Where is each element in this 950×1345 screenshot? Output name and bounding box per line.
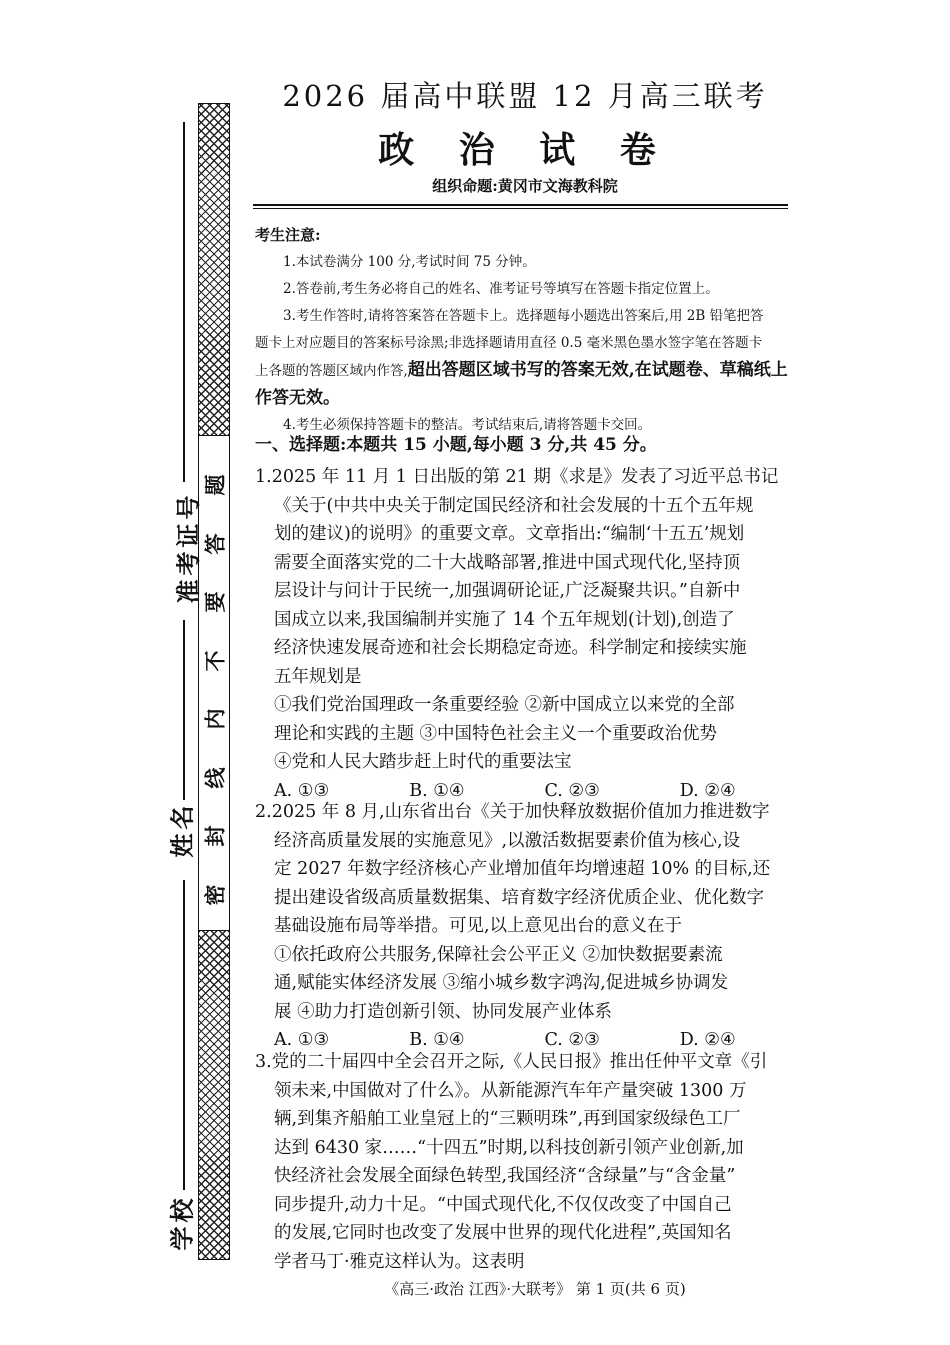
seal-char: 不 — [202, 650, 227, 672]
question-line: 通,赋能实体经济发展 ③缩小城乡数字鸿沟,促进城乡协调发 — [274, 973, 729, 993]
question-line: 国成立以来,我国编制并实施了 14 个五年规划(计划),创造了 — [274, 609, 735, 630]
name-label: 姓名 — [167, 801, 197, 858]
option-a[interactable]: A. ①③ — [274, 1030, 330, 1050]
candidate-notice — [255, 222, 800, 439]
header-divider — [253, 204, 788, 206]
question-3 — [255, 1048, 815, 1276]
notice-item: 2.答卷前,考生务必将自己的姓名、准考证号等填写在答题卡指定位置上。 — [283, 281, 719, 297]
notice-item: 4.考生必须保持答题卡的整洁。考试结束后,请将答题卡交回。 — [283, 417, 652, 433]
option-b[interactable]: B. ①④ — [409, 780, 465, 801]
notice-item: 1.本试卷满分 100 分,考试时间 75 分钟。 — [283, 254, 536, 270]
question-line: ④党和人民大踏步赶上时代的重要法宝 — [274, 752, 572, 772]
question-line: 理论和实践的主题 ③中国特色社会主义一个重要政治优势 — [274, 723, 718, 744]
organizer-line: 组织命题:黄冈市文海教科院 — [432, 177, 618, 195]
question-line: 达到 6430 家……“十四五”时期,以科技创新引领产业创新,加 — [274, 1137, 744, 1158]
seal-char: 内 — [202, 708, 227, 730]
section-title: 一、选择题:本题共 15 小题,每小题 3 分,共 45 分。 — [255, 435, 657, 455]
question-line: 展 ④助力打造创新引领、协同发展产业体系 — [274, 1001, 613, 1022]
question-line: 1.2025 年 11 月 1 日出版的第 21 期《求是》发表了习近平总书记 — [255, 467, 779, 487]
question-line: ①我们党治国理政一条重要经验 ②新中国成立以来党的全部 — [274, 695, 735, 715]
question-line: 划的建议)的说明》的重要文章。文章指出:“编制‘十五五’规划 — [274, 524, 745, 544]
seal-char: 答 — [202, 533, 227, 555]
notice-item-mixed — [255, 357, 800, 385]
question-line: 的发展,它同时也改变了发展中世界的现代化进程”,英国知名 — [274, 1223, 732, 1243]
question-line: 3.党的二十届四中全会召开之际,《人民日报》推出任仲平文章《引 — [255, 1052, 768, 1072]
seal-char: 线 — [202, 767, 227, 789]
seal-char: 要 — [202, 591, 227, 613]
question-2 — [255, 798, 815, 1055]
question-line: 需要全面落实党的二十大战略部署,推进中国式现代化,坚持顶 — [274, 552, 741, 573]
question-line: 领未来,中国做对了什么》。从新能源汽车年产量突破 1300 万 — [274, 1080, 747, 1101]
admission-number-label: 准考证号 — [173, 491, 203, 604]
notice-title: 考生注意: — [255, 226, 321, 244]
question-line: 同步提升,动力十足。“中国式现代化,不仅仅改变了中国自己 — [274, 1194, 732, 1215]
notice-emphasis: 作答无效。 — [255, 388, 340, 408]
question-line: 提出建设省级高质量数据集、培育数字经济优质企业、优化数字 — [274, 887, 764, 908]
question-line: 经济高质量发展的实施意见》,以激活数据要素价值为核心,设 — [274, 830, 741, 851]
seal-char: 封 — [202, 825, 227, 847]
option-d[interactable]: D. ②④ — [679, 780, 736, 801]
question-line: ①依托政府公共服务,保障社会公平正义 ②加快数据要素流 — [274, 944, 723, 965]
question-line: 基础设施布局等举措。可见,以上意见出台的意义在于 — [274, 916, 683, 936]
name-line[interactable] — [183, 620, 185, 800]
question-line: 学者马丁·雅克这样认为。这表明 — [274, 1251, 525, 1272]
school-label: 学校 — [167, 1194, 197, 1251]
option-a[interactable]: A. ①③ — [274, 780, 330, 801]
page-footer: 《高三·政治 江西》·大联考》 第 1 页(共 6 页) — [384, 1280, 686, 1298]
question-line: 快经济社会发展全面绿色转型,我国经济“含绿量”与“含金量” — [274, 1166, 736, 1186]
question-line: 五年规划是 — [274, 666, 362, 687]
seal-char: 密 — [202, 884, 227, 906]
question-line: 定 2027 年数字经济核心产业增加值年均增速超 10% 的目标,还 — [274, 859, 771, 879]
binding-hatch-bottom — [198, 930, 230, 1260]
question-line: 《关于(中共中央关于制定国民经济和社会发展的十五个五年规 — [274, 495, 754, 516]
subject-title: 政 治 试 卷 — [378, 129, 672, 171]
option-c[interactable]: C. ②③ — [544, 1030, 600, 1050]
question-line: 经济快速发展奇迹和社会长期稳定奇迹。科学制定和接续实施 — [274, 638, 747, 658]
header-divider-thin — [253, 208, 788, 209]
seal-char: 题 — [202, 474, 227, 496]
notice-item: 题卡上对应题目的答案标号涂黑;非选择题请用直径 0.5 毫米黑色墨水签字笔在答题卡 — [255, 335, 763, 351]
question-line: 2.2025 年 8 月,山东省出台《关于加快释放数据价值加力推进数字 — [255, 802, 770, 822]
option-b[interactable]: B. ①④ — [409, 1030, 465, 1050]
option-c[interactable]: C. ②③ — [544, 780, 600, 801]
question-line: 辆,到集齐船舶工业皇冠上的“三颗明珠”,再到国家级绿色工厂 — [274, 1109, 741, 1129]
notice-emphasis: 超出答题区域书写的答案无效,在试题卷、草稿纸上 — [407, 360, 788, 380]
notice-text: 上各题的答题区域内作答, — [255, 363, 408, 379]
question-1 — [255, 463, 815, 805]
exam-title: 2026 届高中联盟 12 月高三联考 — [282, 79, 768, 113]
question-line: 层设计与问计于民统一,加强调研论证,广泛凝聚共识。”自新中 — [274, 581, 741, 601]
option-d[interactable]: D. ②④ — [679, 1030, 736, 1050]
notice-item: 3.考生作答时,请将答案答在答题卡上。选择题每小题选出答案后,用 2B 铅笔把答 — [283, 308, 764, 324]
school-line[interactable] — [183, 880, 185, 1190]
